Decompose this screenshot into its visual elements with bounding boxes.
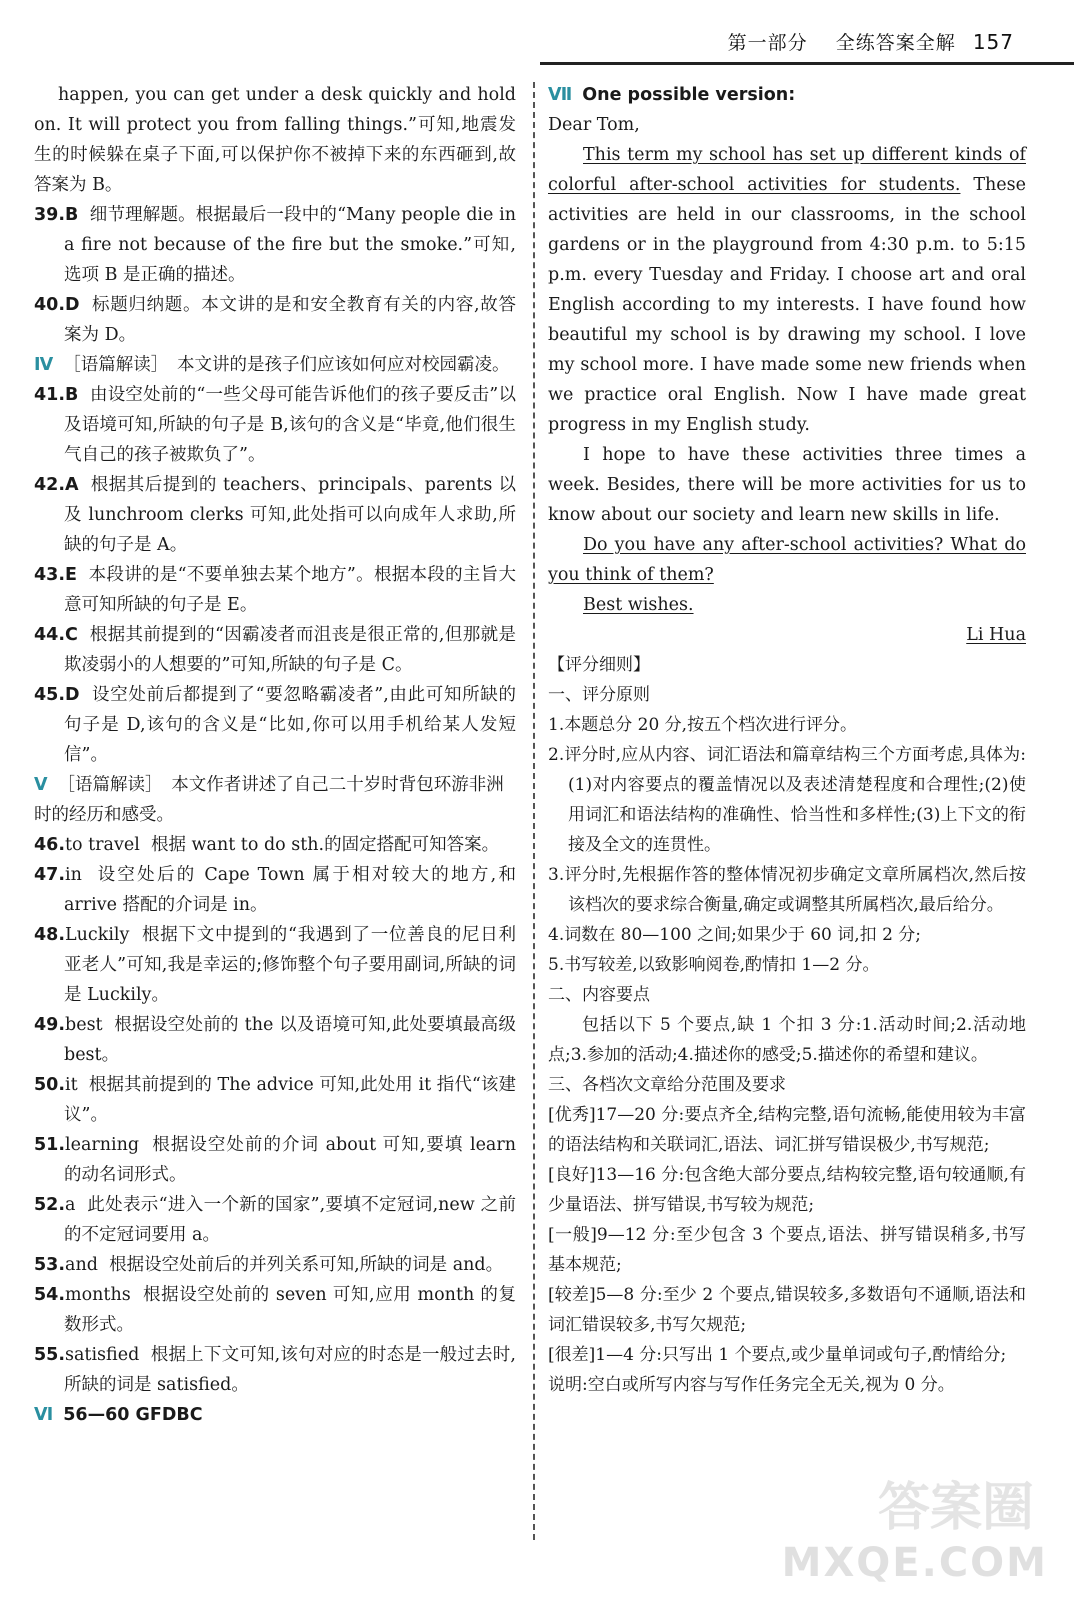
answer-number: 42.A: [34, 475, 79, 495]
rubric-section-title: 三、各档次文章给分范围及要求: [548, 1075, 786, 1095]
answer-text: 根据其后提到的 teachers、principals、parents 以及 lunchroom clerks 可知,此处指可以向成年人求助,所缺的句子是 A。: [64, 475, 516, 555]
underlined-sentence: Do you have any after-school activities? What do you think of them?: [548, 535, 1026, 585]
rubric-grade: [一般]9—12 分:至少包含 3 个要点,语法、拼写错误稍多,书写基本规范;: [548, 1225, 1026, 1275]
answer-word: learning: [65, 1135, 140, 1155]
answer-word: months: [65, 1285, 131, 1305]
answer-text: 由设空处前的“一些父母可能告诉他们的孩子要反击”以及语境可知,所缺的句子是 B,该句的含义是“毕竟,他们很生气自己的孩子被欺负了”。: [64, 385, 516, 465]
answer-number: 43.E: [34, 565, 77, 585]
answer-text: 根据下文中提到的“我遇到了一位善良的尼日利亚老人”可知,我是幸运的;修饰整个句子要用副词,所缺的词是 Luckily。: [64, 925, 516, 1005]
answer-text: 根据上下文可知,该句对应的时态是一般过去时,所缺的词是 satisfied。: [64, 1345, 516, 1395]
answer-number: 46.: [34, 835, 66, 855]
rubric-section-title: 一、评分原则: [548, 685, 650, 705]
answer-text: 此处表示“进入一个新的国家”,要填不定冠词,new 之前的不定冠词要用 a。: [64, 1195, 516, 1245]
answer-item: [34, 1190, 516, 1250]
answer-item: [34, 380, 516, 470]
rubric-note: 说明:空白或所写内容与写作任务完全无关,视为 0 分。: [548, 1375, 955, 1395]
underlined-sentence: This term my school has set up different kinds of colorful after-school activities for students.: [548, 145, 1026, 195]
answer-text: 根据其前提到的“因霸凌者而沮丧是很正常的,但那就是欺凌弱小的人想要的”可知,所缺的句子是 C。: [64, 625, 516, 675]
answer-item: [34, 470, 516, 560]
answer-item: [34, 200, 516, 290]
continuation-paragraph: happen, you can get under a desk quickly and hold on. It will protect you from falling things.”可知,地震发生的时候躲在桌子下面,可以保护你不被掉下来的东西砸到,故答案为 B。: [34, 85, 516, 195]
answer-list-b: [34, 380, 516, 770]
answer-word: it: [65, 1075, 78, 1095]
answer-item: [34, 1340, 516, 1400]
section-intro: ［语篇解读］ 本文讲的是孩子们应该如何应对校园霸凌。: [63, 355, 510, 375]
answer-word: to travel: [65, 835, 140, 855]
answer-item: [34, 860, 516, 920]
scoring-rubric: [548, 650, 1026, 1400]
right-column: [548, 80, 1026, 1400]
answer-word: a: [65, 1195, 76, 1215]
answer-number: 51.: [34, 1135, 66, 1155]
answer-text: 设空处后的 Cape Town 属于相对较大的地方,和 arrive 搭配的介词是 in。: [64, 865, 516, 915]
answer-item: [34, 290, 516, 350]
left-column: [34, 80, 516, 1430]
section-6-heading: [34, 1400, 516, 1430]
answer-number: 55.: [34, 1345, 66, 1365]
answer-item: [34, 1280, 516, 1340]
section-roman: Ⅶ: [548, 85, 573, 105]
answer-item: [34, 680, 516, 770]
answer-number: 52.: [34, 1195, 66, 1215]
letter-text: These activities are held in our classrooms, in the school gardens or in the playground from 4:30 p.m. to 5:15 p.m. every Tuesday and Friday. I choose art and oral English according to my interests. I have found how beautiful my school is by drawing my school. I love my school more. I have made some new friends when we practice oral English. Now I have made great progress in my English study.: [548, 175, 1026, 435]
section-title: One possible version:: [582, 85, 796, 105]
section-roman: Ⅴ: [34, 775, 48, 795]
answer-word: Luckily: [65, 925, 130, 945]
answer-word: and: [65, 1255, 98, 1275]
rubric-item: 5.书写较差,以致影响阅卷,酌情扣 1—2 分。: [548, 955, 880, 975]
answer-list-c: [34, 830, 516, 1400]
watermark-logo: 答案圈: [877, 1478, 1034, 1538]
letter-paragraph: [548, 530, 1026, 590]
rubric-item: 2.评分时,应从内容、词汇语法和篇章结构三个方面考虑,具体为:(1)对内容要点的覆盖情况以及表述清楚程度和合理性;(2)使用词汇和语法结构的准确性、恰当性和多样性;(3)上下文的衔接及全文的连贯性。: [548, 745, 1026, 855]
answer-item: [34, 1250, 516, 1280]
answer-item: [34, 1130, 516, 1190]
answer-text: 细节理解题。根据最后一段中的“Many people die in a fire not because of the fire but the smoke.”可知,选项 B 是正确的描述。: [64, 205, 516, 285]
answer-number: 53.: [34, 1255, 66, 1275]
section-roman: Ⅳ: [34, 355, 54, 375]
rubric-grade: [较差]5—8 分:至少 2 个要点,错误较多,多数语句不通顺,语法和词汇错误较多,书写欠规范;: [548, 1285, 1026, 1335]
answer-number: 45.D: [34, 685, 80, 705]
answer-item: [34, 920, 516, 1010]
answer-number: 40.D: [34, 295, 80, 315]
header-rule: [540, 62, 1074, 65]
answer-word: satisfied: [65, 1345, 140, 1365]
answer-text: 根据设空处前的 the 以及语境可知,此处要填最高级 best。: [64, 1015, 516, 1065]
rubric-item: 1.本题总分 20 分,按五个档次进行评分。: [548, 715, 858, 735]
answer-number: 47.: [34, 865, 66, 885]
page-header: [0, 0, 1074, 70]
rubric-grade: [很差]1—4 分:只写出 1 个要点,或少量单词或句子,酌情给分;: [548, 1345, 1007, 1365]
section-roman: Ⅵ: [34, 1405, 54, 1425]
answer-text: 本段讲的是“不要单独去某个地方”。根据本段的主旨大意可知所缺的句子是 E。: [64, 565, 516, 615]
answer-text: 根据设空处前的介词 about 可知,要填 learn 的动名词形式。: [64, 1135, 516, 1185]
rubric-grade: [良好]13—16 分:包含绝大部分要点,结构较完整,语句较通顺,有少量语法、拼写错误,书写较为规范;: [548, 1165, 1026, 1215]
answer-text: 根据 want to do sth.的固定搭配可知答案。: [150, 835, 500, 855]
answer-text: 根据设空处前后的并列关系可知,所缺的词是 and。: [109, 1255, 504, 1275]
answer-item: [34, 1010, 516, 1070]
watermark-url: MXQE.COM: [781, 1540, 1048, 1586]
answer-item: [34, 560, 516, 620]
page-number: 157: [972, 30, 1014, 54]
column-divider: [533, 82, 535, 1540]
answer-number: 49.: [34, 1015, 66, 1035]
section-4-heading: [34, 350, 516, 380]
section-7-heading: [548, 80, 1026, 110]
letter-paragraph: [548, 140, 1026, 440]
letter-closing: [548, 590, 1026, 620]
header-title: [728, 28, 1014, 55]
answer-list-a: [34, 200, 516, 350]
answer-text: 标题归纳题。本文讲的是和安全教育有关的内容,故答案为 D。: [64, 295, 516, 345]
answer-number: 54.: [34, 1285, 66, 1305]
answer-text: 根据其前提到的 The advice 可知,此处用 it 指代“该建议”。: [64, 1075, 516, 1125]
answer-number: 41.B: [34, 385, 79, 405]
letter-paragraph: I hope to have these activities three times a week. Besides, there will be more activities for us to know about our society and learn new skills in life.: [548, 445, 1026, 525]
answer-word: in: [65, 865, 82, 885]
answer-text: 根据设空处前的 seven 可知,应用 month 的复数形式。: [64, 1285, 516, 1335]
rubric-item: 3.评分时,先根据作答的整体情况初步确定文章所属档次,然后按该档次的要求综合衡量,确定或调整其所属档次,最后给分。: [548, 865, 1026, 915]
answer-item: [34, 830, 516, 860]
answer-item: [34, 620, 516, 680]
answer-item: [34, 1070, 516, 1130]
letter-signature: [548, 620, 1026, 650]
answer-word: best: [65, 1015, 103, 1035]
answer-number: 50.: [34, 1075, 66, 1095]
answer-number: 48.: [34, 925, 66, 945]
closing-text: Best wishes.: [583, 595, 694, 615]
section-intro: ［语篇解读］ 本文作者讲述了自己二十岁时背包环游非洲时的经历和感受。: [34, 775, 504, 825]
rubric-item: 4.词数在 80—100 之间;如果少于 60 词,扣 2 分;: [548, 925, 922, 945]
section-answers: 56—60 GFDBC: [63, 1405, 203, 1425]
header-section: 第一部分: [727, 32, 808, 54]
signature-text: Li Hua: [966, 625, 1026, 645]
answer-number: 44.C: [34, 625, 78, 645]
answer-text: 设空处前后都提到了“要忽略霸凌者”,由此可知所缺的句子是 D,该句的含义是“比如,你可以用手机给某人发短信”。: [64, 685, 516, 765]
rubric-section-title: 二、内容要点: [548, 985, 650, 1005]
letter-salutation: Dear Tom,: [548, 115, 640, 135]
answer-number: 39.B: [34, 205, 79, 225]
rubric-content-points: 包括以下 5 个要点,缺 1 个扣 3 分:1.活动时间;2.活动地点;3.参加的活动;4.描述你的感受;5.描述你的希望和建议。: [548, 1015, 1026, 1065]
section-5-heading: [34, 770, 516, 830]
rubric-title: 【评分细则】: [548, 655, 650, 675]
header-subtitle: 全练答案全解: [835, 32, 956, 54]
rubric-grade: [优秀]17—20 分:要点齐全,结构完整,语句流畅,能使用较为丰富的语法结构和关联词汇,语法、词汇拼写错误极少,书写规范;: [548, 1105, 1026, 1155]
